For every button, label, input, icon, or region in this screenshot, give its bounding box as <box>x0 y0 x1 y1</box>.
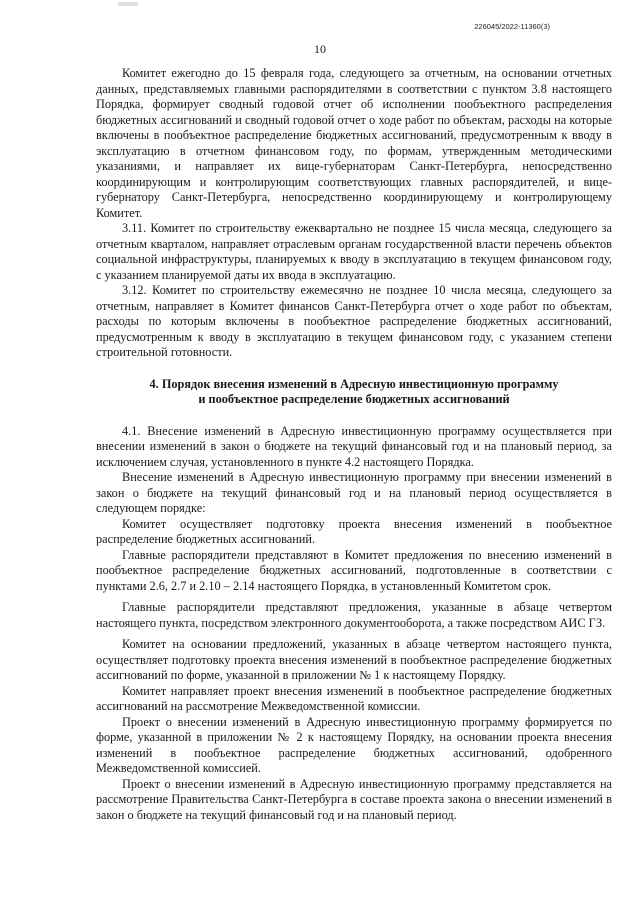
paragraph-distributors-submit: Главные распорядители представляют в Комитет предложения по внесению изменений в пообъектное распределение бюджетных ассигнований, подготовленные в соответствии с пунктами 2.6, 2.7 и 2.10 – 2.14 настоящего Порядка, в установленный Комитетом срок. <box>96 547 612 593</box>
document-id: 226045/2022-11360(3) <box>474 22 550 31</box>
section-heading-line-1: 4. Порядок внесения изменений в Адресную инвестиционную программу <box>149 376 559 391</box>
scan-artifact <box>118 2 138 6</box>
paragraph-committee-sends: Комитет направляет проект внесения изменений в пообъектное распределение бюджетных ассигнований на рассмотрение Межведомственной комиссии. <box>96 683 612 713</box>
paragraph-annual-report: Комитет ежегодно до 15 февраля года, следующего за отчетным, на основании отчетных данных, представляемых главными распорядителями в соответствии с пунктом 3.8 настоящего Порядка, формирует сводный годовой отчет об исполнении пообъектного распределения бюджетных ассигнований и сводный годовой отчет о ходе работ по объектам, расходы на которые включены в пообъектное распределение бюджетных ассигнований, предусмотренным к вводу в эксплуатацию в отчетном финансовом году, по формам, утвержденным методическими указаниями, и направляет их вице-губернаторам Санкт-Петербурга, непосредственно координирующим и контролирующим соответствующих главных распорядителей, и вице-губернатору Санкт-Петербурга, непосредственно координирующему и контролирующему Комитет. <box>96 66 612 220</box>
paragraph-4-1: 4.1. Внесение изменений в Адресную инвестиционную программу осуществляется при внесении изменений в закон о бюджете на текущий финансовый год и на плановый период, за исключением случая, установленного в пункте 4.2 настоящего Порядка. <box>96 423 612 469</box>
document-body <box>96 66 612 823</box>
page-number: 10 <box>314 42 326 56</box>
paragraph-submission-channels: Главные распорядители представляют предложения, указанные в абзаце четвертом настоящего пункта, посредством электронного документооборота, а также посредством АИС ГЗ. <box>96 600 612 630</box>
paragraph-3-12: 3.12. Комитет по строительству ежемесячно не позднее 10 числа месяца, следующего за отчетным, направляет в Комитет финансов Санкт-Петербурга отчет о ходе работ по объектам, расходы по которым включены в пообъектное распределение бюджетных ассигнований, предусмотренным к вводу в эксплуатацию в текущем финансовом году, с указанием степени строительной готовности. <box>96 283 612 359</box>
paragraph-committee-prepares: Комитет осуществляет подготовку проекта внесения изменений в пообъектное распределение бюджетных ассигнований. <box>96 516 612 546</box>
paragraph-government-review: Проект о внесении изменений в Адресную инвестиционную программу представляется на рассмотрение Правительства Санкт-Петербурга в составе проекта закона о внесении изменений в закон о бюджете на текущий финансовый год и на плановый период. <box>96 776 612 822</box>
section-heading-line-2: и пообъектное распределение бюджетных ассигнований <box>198 392 510 406</box>
paragraph-program-draft: Проект о внесении изменений в Адресную инвестиционную программу формируется по форме, указанной в приложении № 2 к настоящему Порядку, на основании проекта внесения изменений в пообъектное распределение бюджетных ассигнований, одобренного Межведомственной комиссией. <box>96 714 612 775</box>
paragraph-3-11: 3.11. Комитет по строительству ежеквартально не позднее 15 числа месяца, следующего за отчетным кварталом, направляет отраслевым органам государственной власти перечень объектов социальной инфраструктуры, планируемых к вводу в эксплуатацию в текущем финансовом году, с указанием планируемой даты их ввода в эксплуатацию. <box>96 221 612 282</box>
paragraph-committee-draft: Комитет на основании предложений, указанных в абзаце четвертом настоящего пункта, осуществляет подготовку проекта внесения изменений в пообъектное распределение бюджетных ассигнований по форме, указанной в приложении № 1 к настоящему Порядку. <box>96 637 612 682</box>
paragraph-procedure-intro: Внесение изменений в Адресную инвестиционную программу при внесении изменений в закон о бюджете на текущий финансовый год и на плановый период осуществляется в следующем порядке: <box>96 470 612 515</box>
